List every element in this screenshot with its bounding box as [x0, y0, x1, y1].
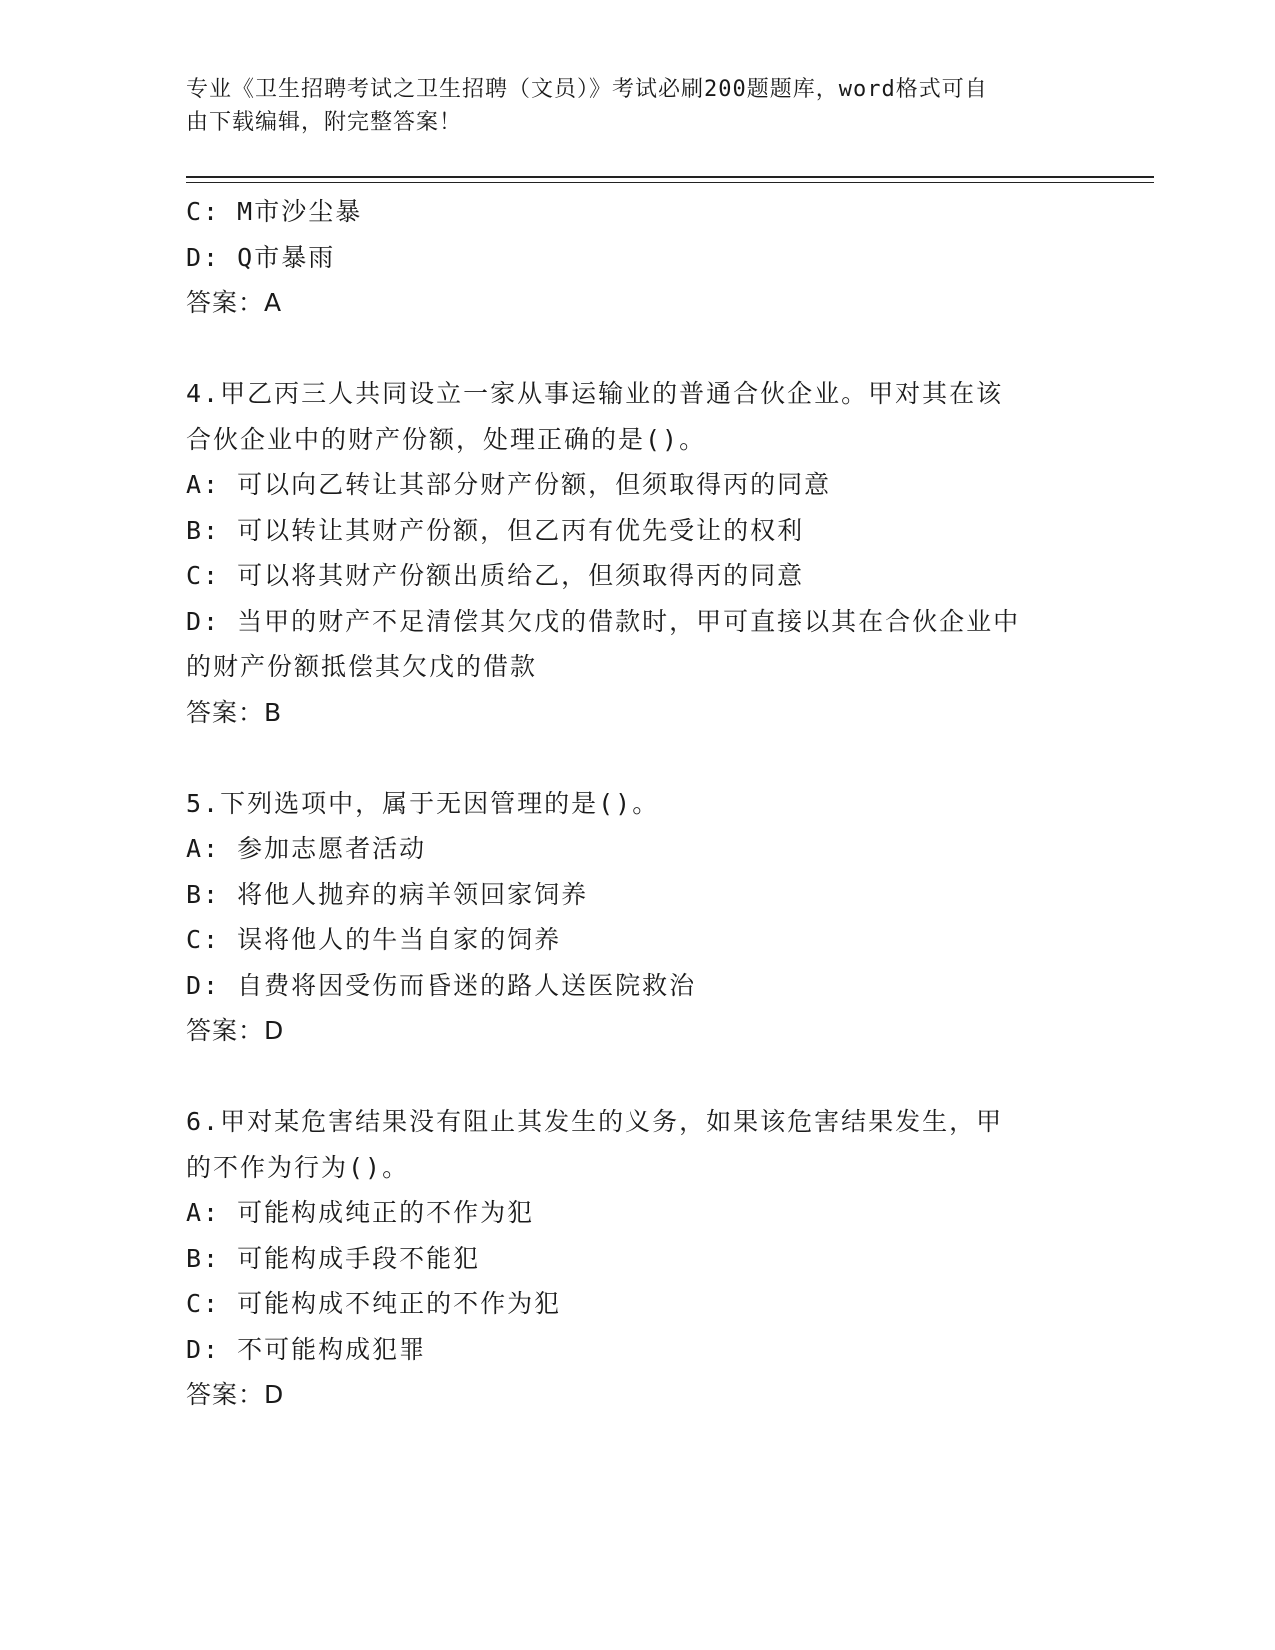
- option-a: A: 可以向乙转让其部分财产份额，但须取得丙的同意: [186, 470, 832, 499]
- option-d-line-1: D: 当甲的财产不足清偿其欠戊的借款时，甲可直接以其在合伙企业中: [186, 606, 1021, 636]
- question-stem-line-2: 合伙企业中的财产份额，处理正确的是()。: [186, 424, 707, 454]
- answer-label: 答案：B: [186, 697, 283, 727]
- option-d: D: 不可能构成犯罪: [186, 1334, 427, 1364]
- question-list: [186, 189, 1086, 1418]
- question-5: [186, 781, 1086, 1054]
- question-stem-line-1: 6.甲对某危害结果没有阻止其发生的义务，如果该危害结果发生，甲: [186, 1107, 1004, 1136]
- question-stem-line-2: 的不作为行为()。: [186, 1152, 410, 1182]
- header-title-line-2: 由下载编辑，附完整答案！: [186, 110, 463, 135]
- answer-label: 答案：D: [186, 1380, 285, 1409]
- question-stem: 5.下列选项中，属于无因管理的是()。: [186, 788, 660, 818]
- question-4: [186, 371, 1086, 735]
- option-b: B: 将他人抛弃的病羊领回家饲养: [186, 879, 589, 909]
- option-d: D: Q市暴雨: [186, 242, 336, 272]
- question-3-tail: [186, 189, 1086, 326]
- option-a: A: 可能构成纯正的不作为犯: [186, 1198, 535, 1227]
- option-d-line-2: 的财产份额抵偿其欠戊的借款: [186, 652, 538, 681]
- option-a: A: 参加志愿者活动: [186, 834, 427, 863]
- answer-label: 答案：A: [186, 288, 283, 317]
- option-c: C: 误将他人的牛当自家的饲养: [186, 925, 562, 954]
- question-6: [186, 1099, 1086, 1418]
- header-title-line-1: 专业《卫生招聘考试之卫生招聘（文员）》考试必刷200题题库，word格式可自: [186, 77, 988, 102]
- option-c: C: 可以将其财产份额出质给乙，但须取得丙的同意: [186, 561, 805, 590]
- option-b: B: 可能构成手段不能犯: [186, 1243, 481, 1273]
- option-d: D: 自费将因受伤而昏迷的路人送医院救治: [186, 970, 697, 1000]
- page-header: [186, 73, 1086, 139]
- header-divider-thick: [186, 176, 1154, 178]
- question-spacer: [186, 735, 1086, 781]
- header-divider-thin: [186, 182, 1154, 183]
- option-c: C: M市沙尘暴: [186, 197, 363, 226]
- document-page: [186, 0, 1166, 1650]
- option-c: C: 可能构成不纯正的不作为犯: [186, 1289, 562, 1318]
- question-spacer: [186, 1054, 1086, 1100]
- question-spacer: [186, 326, 1086, 372]
- question-stem-line-1: 4.甲乙丙三人共同设立一家从事运输业的普通合伙企业。甲对其在该: [186, 379, 1004, 408]
- answer-label: 答案：D: [186, 1016, 285, 1045]
- option-b: B: 可以转让其财产份额，但乙丙有优先受让的权利: [186, 515, 805, 545]
